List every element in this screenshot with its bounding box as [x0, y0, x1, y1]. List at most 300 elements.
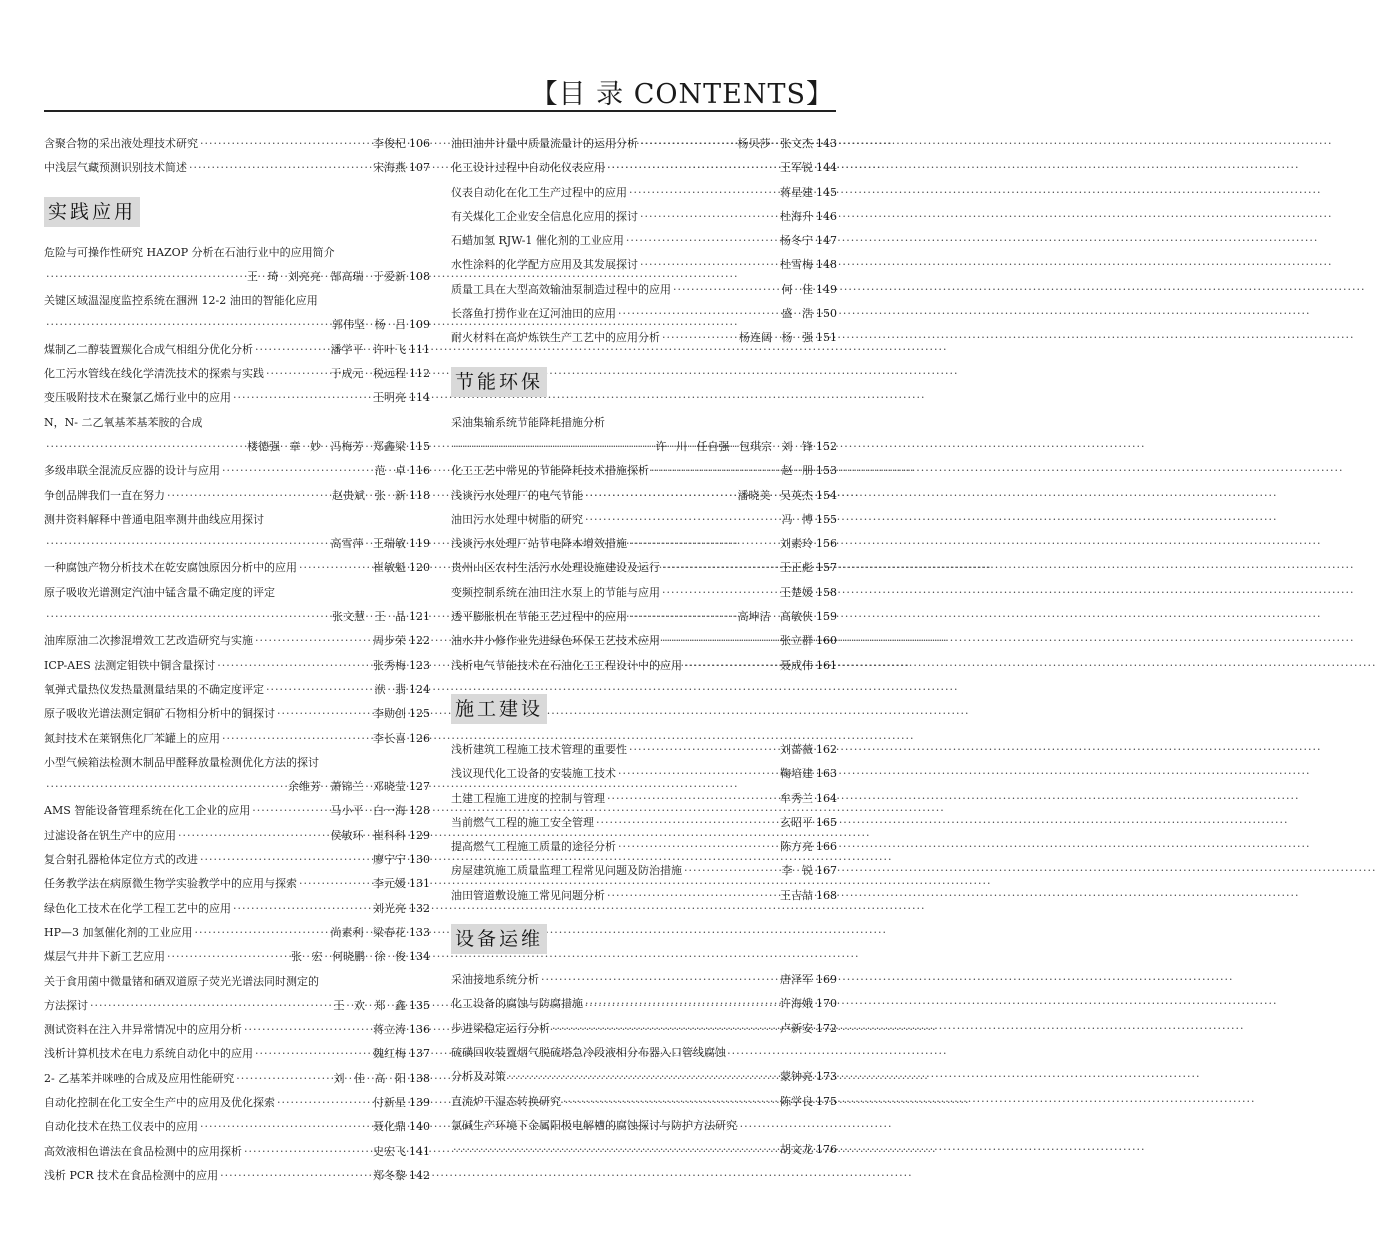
- entry-page-number: 153: [816, 464, 837, 478]
- entry-page-number: 150: [816, 307, 837, 321]
- entry-page-number: 127: [409, 780, 430, 794]
- entry-page-number: 140: [409, 1120, 430, 1134]
- entry-page-number: 162: [816, 742, 837, 756]
- entry-line: [44, 945, 430, 969]
- toc-entry: [44, 1018, 430, 1042]
- entry-title: 煤制乙二醇装置羰化合成气相组分优化分析: [44, 342, 253, 356]
- entry-title: 绿色化工技术在化学工程工艺中的应用: [44, 901, 231, 915]
- entry-line: [44, 1140, 430, 1164]
- entry-authors: 宋海燕: [373, 161, 406, 175]
- dot-leader: [90, 994, 332, 1018]
- dot-leader: [640, 132, 736, 156]
- entry-authors: 王 欢 郑 鑫: [333, 998, 406, 1012]
- section-header: [451, 678, 837, 738]
- entry-authors: 魏红梅: [373, 1047, 406, 1061]
- entry-authors: 李元媛: [373, 877, 406, 891]
- toc-entry: [451, 1114, 837, 1163]
- toc-entry: [44, 1140, 430, 1164]
- entry-authors: 赵 朋: [781, 464, 813, 478]
- dot-leader: [233, 897, 371, 921]
- entry-page-number: 118: [409, 488, 430, 502]
- entry-title: 自动化技术在热工仪表中的应用: [44, 1120, 198, 1134]
- entry-page-number: 165: [816, 815, 837, 829]
- entry-authors: 侯敏环 崔科科: [330, 828, 406, 842]
- dot-leader: [255, 338, 329, 362]
- toc-entry: [451, 787, 837, 811]
- entry-authors: 张文慧 王 晶: [332, 610, 406, 624]
- toc-entry: [44, 484, 430, 508]
- toc-entry: [451, 132, 837, 156]
- dot-leader: [651, 459, 780, 483]
- entry-line: [44, 459, 430, 483]
- entry-authors: 潘学平 许叶飞: [330, 342, 406, 356]
- entry-title: 2- 乙基苯并咪唑的合成及应用性能研究: [44, 1071, 235, 1085]
- toc-entry: [451, 581, 837, 605]
- entry-authors: 范 卓: [374, 464, 406, 478]
- entry-line: [44, 132, 430, 156]
- entry-line: [44, 848, 430, 872]
- entry-page-number: 139: [409, 1095, 430, 1109]
- entry-page-number: 168: [816, 888, 837, 902]
- entry-line: [451, 738, 837, 762]
- entry-authors: 周步荣: [373, 634, 406, 648]
- entry-line: [44, 678, 430, 702]
- entry-page-number: 126: [409, 731, 430, 745]
- entry-line: [451, 484, 837, 508]
- entry-title: 测试资料在注入井异常情况中的应用分析: [44, 1023, 242, 1037]
- entry-line: [451, 884, 837, 908]
- entry-title: 含聚合物的采出液处理技术研究: [44, 137, 198, 150]
- entry-line: [44, 799, 430, 823]
- entry-authors: 杨贝莎 张文杰: [737, 137, 813, 150]
- toc-entry: [44, 727, 430, 751]
- toc-entry: [451, 205, 837, 229]
- entry-authors: 郑冬黎: [373, 1168, 406, 1182]
- entry-title: 氯碱生产环境下金属阳极电解槽的腐蚀探讨与防护方法研究: [451, 1118, 737, 1132]
- entry-authors: 刘素玲: [780, 537, 813, 551]
- entry-title: 油田污水处理中树脂的研究: [451, 512, 583, 526]
- entry-title: 房屋建筑施工质量监理工程常见问题及防治措施: [451, 864, 682, 878]
- entry-line: [451, 156, 837, 180]
- entry-authors: 刘蔷薇: [780, 742, 813, 756]
- toc-entry: [451, 326, 837, 350]
- dot-leader: [178, 824, 329, 848]
- dot-leader: [618, 762, 778, 786]
- dot-leader: [629, 532, 778, 556]
- entry-line: [44, 654, 430, 678]
- entry-page-number: 147: [816, 234, 837, 248]
- entry-page-number: 141: [409, 1144, 430, 1158]
- entry-line: [451, 1138, 837, 1162]
- entry-title: 复合射孔器枪体定位方式的改进: [44, 853, 198, 867]
- entry-title: 贵州山区农村生活污水处理设施建设及运行: [451, 561, 660, 575]
- toc-entry: [44, 654, 430, 678]
- entry-line: [451, 435, 837, 459]
- entry-title: 变频控制系统在油田注水泵上的节能与应用: [451, 585, 660, 599]
- entry-title: 化工设计过程中自动化仪表应用: [451, 161, 605, 175]
- entry-page-number: 142: [409, 1168, 430, 1182]
- entry-line: [44, 1042, 430, 1066]
- right-column: [451, 132, 837, 1162]
- entry-title: 油田油井计量中质量流量计的运用分析: [451, 137, 638, 150]
- entry-page-number: 154: [816, 488, 837, 502]
- dot-leader: [189, 156, 371, 180]
- entry-page-number: 125: [409, 707, 430, 721]
- toc-entry: [451, 1090, 837, 1114]
- section-title: 实践应用: [44, 197, 140, 227]
- entry-authors: 赵贵斌 张 新: [332, 488, 406, 502]
- entry-title: 水性涂料的化学配方应用及其发展探讨: [451, 258, 638, 272]
- toc-entry: [451, 1041, 837, 1090]
- entry-authors: 尚素利 梁春花: [330, 925, 406, 939]
- entry-line: [451, 508, 837, 532]
- entry-title-continued: 方法探讨: [44, 998, 88, 1012]
- entry-title: 争创品牌我们一直在努力: [44, 488, 165, 502]
- entry-title: 原子吸收光谱测定汽油中锰含量不确定度的评定: [44, 585, 275, 599]
- entry-line: [451, 205, 837, 229]
- entry-page-number: 149: [816, 282, 837, 296]
- toc-entry: [451, 762, 837, 786]
- entry-title: 中浅层气藏预测识别技术简述: [44, 161, 187, 175]
- dot-leader: [618, 835, 778, 859]
- dot-leader: [200, 1115, 371, 1139]
- toc-entry: [451, 484, 837, 508]
- entry-authors: 王军锐: [780, 161, 813, 175]
- entry-page-number: 137: [409, 1047, 430, 1061]
- entry-title: 透平膨胀机在节能工艺过程中的应用: [451, 610, 627, 624]
- dot-leader: [508, 1065, 778, 1089]
- entry-authors: 郭伟坚 杨 吕: [332, 318, 406, 332]
- entry-title: ICP-AES 法测定钼铁中铜含量探讨: [44, 658, 216, 672]
- toc-entry: [44, 702, 430, 726]
- entry-title: 直流炉干湿态转换研究: [451, 1094, 561, 1108]
- entry-line: [451, 762, 837, 786]
- left-column: [44, 132, 430, 1188]
- entry-page-number: 144: [816, 161, 837, 175]
- dot-leader: [662, 581, 778, 605]
- entry-title: 关于食用菌中微量锗和硒双道原子荧光光谱法同时测定的: [44, 974, 319, 988]
- entry-title: 氧弹式量热仪发热量测量结果的不确定度评定: [44, 682, 264, 696]
- toc-entry: [451, 532, 837, 556]
- entry-page-number: 159: [816, 610, 837, 624]
- entry-authors: 高坤洁 高敏侠: [737, 610, 813, 624]
- entry-title: 测井资料解释中普通电阻率测井曲线应用探讨: [44, 512, 264, 526]
- section-header: [451, 351, 837, 411]
- entry-title: 提高燃气工程施工质量的途径分析: [451, 840, 616, 854]
- entry-line: [451, 605, 837, 629]
- entry-page-number: 124: [409, 682, 430, 696]
- entry-title: 化工设备的腐蚀与防腐措施: [451, 997, 583, 1011]
- entry-title: 油水井小修作业先进绿色环保工艺技术应用: [451, 634, 660, 648]
- toc-entry: [44, 921, 430, 945]
- entry-page-number: 136: [409, 1023, 430, 1037]
- dot-leader: [684, 859, 780, 883]
- entry-line: [451, 1017, 837, 1041]
- dot-leader: [200, 848, 371, 872]
- dot-leader: [673, 278, 780, 302]
- entry-line: [44, 727, 430, 751]
- toc-entry: [44, 1164, 430, 1188]
- entry-line: [451, 302, 837, 326]
- toc-entry: [44, 629, 430, 653]
- entry-line: [451, 278, 837, 302]
- entry-line: [44, 265, 430, 289]
- entry-page-number: 164: [816, 791, 837, 805]
- dot-leader: [684, 654, 778, 678]
- dot-leader: [629, 605, 736, 629]
- entry-line: [44, 897, 430, 921]
- entry-line: [451, 459, 837, 483]
- entry-page-number: 135: [409, 998, 430, 1012]
- entry-authors: 潘晓美 吴英杰: [737, 488, 813, 502]
- entry-page-number: 169: [816, 973, 837, 987]
- entry-page-number: 129: [409, 828, 430, 842]
- toc-entry: [451, 556, 837, 580]
- entry-authors: 陈方亮: [780, 840, 813, 854]
- dot-leader: [662, 556, 778, 580]
- entry-title: 氮封技术在莱钢焦化厂苯罐上的应用: [44, 731, 220, 745]
- entry-page-number: 161: [816, 658, 837, 672]
- dot-leader: [167, 945, 289, 969]
- entry-line: [451, 253, 837, 277]
- entry-page-number: 170: [816, 997, 837, 1011]
- entry-title: 自动化控制在化工安全生产中的应用及优化探索: [44, 1095, 275, 1109]
- dot-leader: [252, 799, 328, 823]
- entry-title: N，N- 二乙氧基苯基苯胺的合成: [44, 415, 203, 429]
- entry-title: 小型气候箱法检测木制品甲醛释放量检测优化方法的探讨: [44, 755, 319, 769]
- entry-title: 危险与可操作性研究 HAZOP 分析在石油行业中的应用简介: [44, 245, 335, 259]
- dot-leader: [541, 968, 778, 992]
- entry-line: [44, 1115, 430, 1139]
- toc-entry: [44, 1067, 430, 1091]
- entry-page-number: 112: [409, 367, 430, 381]
- dot-leader: [453, 1138, 778, 1162]
- toc-entry: [44, 556, 430, 580]
- toc-entry: [44, 362, 430, 386]
- toc-entry: [44, 945, 430, 969]
- entry-line: [451, 132, 837, 156]
- entry-line: [451, 811, 837, 835]
- entry-authors: 蒙钟亮: [780, 1070, 813, 1084]
- entry-page-number: 138: [409, 1071, 430, 1085]
- entry-line: [44, 532, 430, 556]
- entry-authors: 张秀梅: [373, 658, 406, 672]
- dot-leader: [626, 229, 778, 253]
- entry-authors: 盛 浩: [781, 307, 813, 321]
- entry-authors: 李长喜: [373, 731, 406, 745]
- entry-page-number: 173: [816, 1070, 837, 1084]
- toc-entry: [44, 241, 430, 290]
- toc-entry: [451, 229, 837, 253]
- entry-title: 步进梁稳定运行分析: [451, 1021, 550, 1035]
- entry-page-number: 106: [409, 137, 430, 150]
- dot-leader: [222, 727, 371, 751]
- toc-entry: [44, 338, 430, 362]
- entry-title: 长落鱼打捞作业在辽河油田的应用: [451, 307, 616, 321]
- entry-title: 浅析 PCR 技术在食品检测中的应用: [44, 1168, 219, 1182]
- entry-page-number: 121: [409, 610, 430, 624]
- page-header: [44, 66, 836, 112]
- entry-authors: 高雪萍 王瑞敏: [330, 537, 406, 551]
- entry-title: AMS 智能设备管理系统在化工企业的应用: [44, 804, 251, 818]
- entry-authors: 聂成伟: [780, 658, 813, 672]
- toc-entry: [451, 835, 837, 859]
- entry-page-number: 111: [409, 342, 430, 356]
- entry-authors: 李俊杞: [373, 137, 406, 150]
- dot-leader: [266, 362, 329, 386]
- toc-entry: [451, 181, 837, 205]
- entry-title: 化工污水管线在线化学清洗技术的探索与实践: [44, 367, 264, 381]
- dot-leader: [640, 205, 778, 229]
- entry-page-number: 108: [409, 269, 430, 283]
- entry-line: [44, 629, 430, 653]
- entry-line: [44, 1018, 430, 1042]
- entry-line: [451, 326, 837, 350]
- entry-page-number: 175: [816, 1094, 837, 1108]
- dot-leader: [299, 872, 371, 896]
- entry-title: 采油接地系统分析: [451, 973, 539, 987]
- entry-authors: 王正彪: [780, 561, 813, 575]
- entry-line: [451, 1065, 837, 1089]
- toc-entry: [451, 302, 837, 326]
- entry-title: 过滤设备在钒生产中的应用: [44, 828, 176, 842]
- dot-leader: [585, 508, 780, 532]
- dot-leader: [299, 556, 371, 580]
- toc-entry: [451, 992, 837, 1016]
- dot-leader: [640, 253, 778, 277]
- toc-entry: [451, 629, 837, 653]
- entry-page-number: 119: [409, 537, 430, 551]
- entry-title-continued: 分析及对策: [451, 1070, 506, 1084]
- entry-title: 石蜡加氢 RJW-1 催化剂的工业应用: [451, 234, 624, 248]
- entry-line: [451, 629, 837, 653]
- entry-title: 浅析计算机技术在电力系统自动化中的应用: [44, 1047, 253, 1061]
- dot-leader: [233, 386, 371, 410]
- entry-title: 质量工具在大型高效输油泵制造过程中的应用: [451, 282, 671, 296]
- dot-leader: [255, 629, 371, 653]
- entry-authors: 崔敏魁: [373, 561, 406, 575]
- toc-entry: [451, 156, 837, 180]
- entry-title: 关键区域温湿度监控系统在涠洲 12-2 油田的智能化应用: [44, 294, 318, 308]
- section-title: 节能环保: [451, 367, 547, 397]
- entry-page-number: 115: [409, 439, 430, 453]
- entry-title: 耐火材料在高炉炼铁生产工艺中的应用分析: [451, 331, 660, 345]
- entry-authors: 李勋创: [373, 707, 406, 721]
- entry-page-number: 116: [409, 464, 430, 478]
- dot-leader: [607, 156, 778, 180]
- entry-line: [451, 787, 837, 811]
- entry-line: [451, 181, 837, 205]
- toc-entry: [451, 605, 837, 629]
- entry-page-number: 163: [816, 767, 837, 781]
- entry-authors: 蒋星建: [780, 185, 813, 199]
- entry-title: 油库原油二次掺混增效工艺改造研究与实施: [44, 634, 253, 648]
- entry-title: 有关煤化工企业安全信息化应用的探讨: [451, 209, 638, 223]
- toc-entry: [451, 654, 837, 678]
- entry-authors: 余维芳 萧锦兰 邓晓莹: [288, 780, 406, 794]
- toc-entry: [451, 884, 837, 908]
- entry-line: [44, 824, 430, 848]
- dot-leader: [585, 484, 736, 508]
- entry-line: [44, 1067, 430, 1091]
- dot-leader: [46, 265, 245, 289]
- entry-line: [451, 968, 837, 992]
- dot-leader: [217, 654, 371, 678]
- toc-entry: [44, 386, 430, 410]
- entry-authors: 张立群: [780, 634, 813, 648]
- entry-authors: 付新星: [373, 1095, 406, 1109]
- toc-entry: [451, 459, 837, 483]
- toc-entry: [451, 859, 837, 883]
- entry-authors: 鞠培建: [780, 767, 813, 781]
- toc-entry: [44, 508, 430, 557]
- entry-page-number: 132: [409, 901, 430, 915]
- dot-leader: [277, 702, 371, 726]
- entry-authors: 聂化鼎: [373, 1120, 406, 1134]
- entry-page-number: 134: [409, 950, 430, 964]
- toc-entry: [451, 253, 837, 277]
- entry-authors: 王楚媛: [780, 585, 813, 599]
- dot-leader: [607, 884, 778, 908]
- entry-page-number: 160: [816, 634, 837, 648]
- entry-title: 原子吸收光谱法测定铜矿石物相分析中的铜探讨: [44, 707, 275, 721]
- toc-entry: [44, 1115, 430, 1139]
- toc-entry: [451, 968, 837, 992]
- entry-title: HP—3 加氢催化剂的工业应用: [44, 925, 193, 939]
- entry-line: [44, 435, 430, 459]
- entry-title: 任务教学法在病原微生物学实验教学中的应用与探索: [44, 877, 297, 891]
- section-header: [44, 181, 430, 241]
- entry-title: 一种腐蚀产物分析技术在乾安腐蚀原因分析中的应用: [44, 561, 297, 575]
- toc-entry: [451, 811, 837, 835]
- entry-title: 土建工程施工进度的控制与管理: [451, 791, 605, 805]
- toc-entry: [44, 581, 430, 630]
- entry-title: 浅谈污水处理厂站节电降本增效措施: [451, 537, 627, 551]
- dot-leader: [46, 605, 330, 629]
- entry-page-number: 123: [409, 658, 430, 672]
- entry-page-number: 128: [409, 804, 430, 818]
- entry-line: [44, 156, 430, 180]
- entry-authors: 王 琦 刘亮亮 郜高瑞 于爱新: [247, 269, 406, 283]
- entry-authors: 蒋立涛: [373, 1023, 406, 1037]
- entry-authors: 陈学良: [780, 1094, 813, 1108]
- entry-authors: 冯 博: [781, 512, 813, 526]
- entry-authors: 刘 佳 高 阳: [333, 1071, 406, 1085]
- toc-entry: [44, 678, 430, 702]
- entry-line: [44, 872, 430, 896]
- entry-line: [451, 992, 837, 1016]
- entry-authors: 玄昭平: [780, 815, 813, 829]
- entry-line: [451, 581, 837, 605]
- entry-line: [44, 994, 430, 1018]
- entry-authors: 王吉喆: [780, 888, 813, 902]
- entry-authors: 许 川 任自强 包琪宗 刘 锋: [655, 439, 813, 453]
- entry-title: 当前燃气工程的施工安全管理: [451, 815, 594, 829]
- entry-authors: 杨连阔 杨 强: [739, 331, 813, 345]
- entry-page-number: 109: [409, 318, 430, 332]
- entry-line: [451, 654, 837, 678]
- toc-entry: [44, 897, 430, 921]
- dot-leader: [255, 1042, 371, 1066]
- entry-line: [451, 1090, 837, 1114]
- entry-line: [44, 1164, 430, 1188]
- entry-page-number: 114: [409, 391, 430, 405]
- toc-entry: [451, 738, 837, 762]
- entry-authors: 牟秀兰: [780, 791, 813, 805]
- entry-authors: 廖宁宁: [373, 853, 406, 867]
- dot-leader: [236, 1067, 331, 1091]
- entry-page-number: 122: [409, 634, 430, 648]
